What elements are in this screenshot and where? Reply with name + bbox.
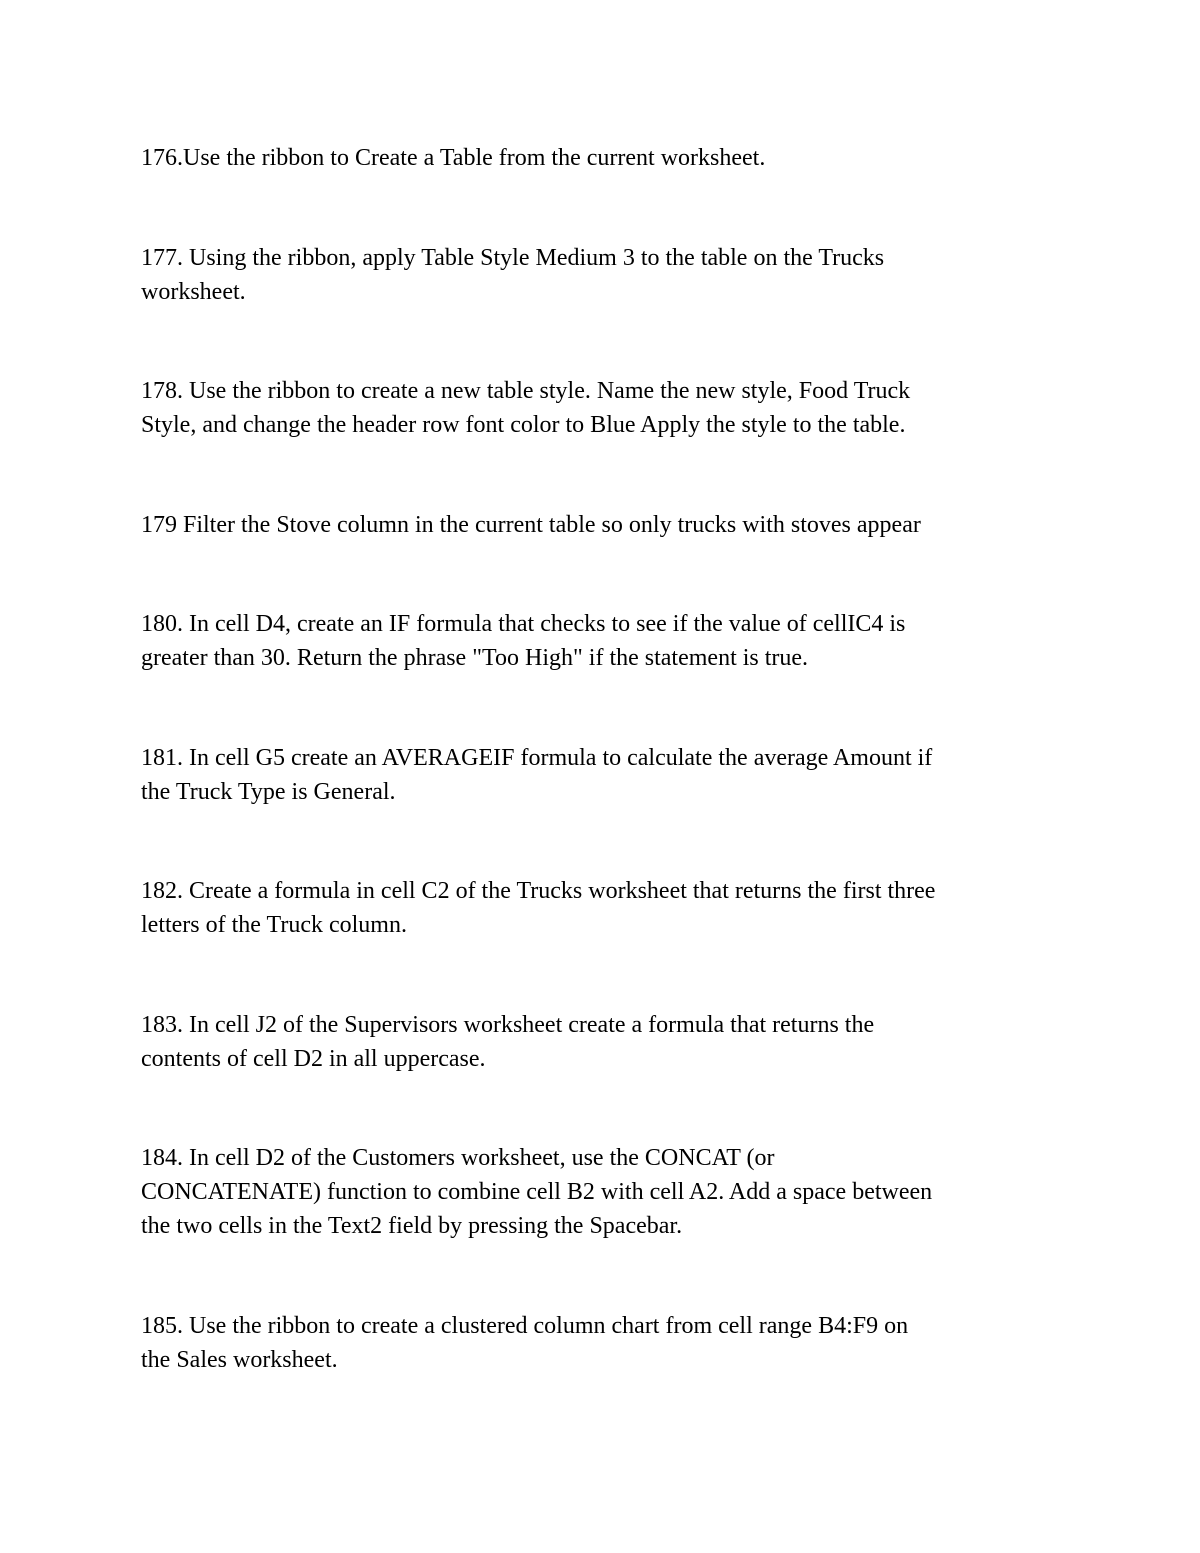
question-181-line-2: the Truck Type is General. <box>141 779 396 805</box>
question-185-line-2: the Sales worksheet. <box>141 1347 338 1373</box>
question-180-line-1: 180. In cell D4, create an IF formula that checks to see if the value of cellIC4 is <box>141 611 906 637</box>
question-185 <box>141 1309 1081 1377</box>
question-180 <box>141 607 1081 675</box>
question-184-line-2: CONCATENATE) function to combine cell B2 with cell A2. Add a space between <box>141 1179 933 1205</box>
question-176-line-1: 176.Use the ribbon to Create a Table from the current worksheet. <box>141 145 766 171</box>
question-183 <box>141 1008 1081 1076</box>
question-183-line-1: 183. In cell J2 of the Supervisors worksheet create a formula that returns the <box>141 1012 875 1038</box>
question-181-line-1: 181. In cell G5 create an AVERAGEIF formula to calculate the average Amount if <box>141 745 933 771</box>
question-178 <box>141 374 1081 442</box>
question-178-line-1: 178. Use the ribbon to create a new table style. Name the new style, Food Truck <box>141 378 911 404</box>
question-182 <box>141 874 1081 942</box>
question-177-line-1: 177. Using the ribbon, apply Table Style Medium 3 to the table on the Trucks <box>141 245 885 271</box>
question-184-line-1: 184. In cell D2 of the Customers worksheet, use the CONCAT (or <box>141 1145 775 1171</box>
question-179-line-1: 179 Filter the Stove column in the current table so only trucks with stoves appear <box>141 512 921 538</box>
question-182-line-2: letters of the Truck column. <box>141 912 407 938</box>
question-176 <box>141 141 1081 175</box>
question-177 <box>141 241 1081 309</box>
question-181 <box>141 741 1081 809</box>
question-185-line-1: 185. Use the ribbon to create a clustered column chart from cell range B4:F9 on <box>141 1313 909 1339</box>
question-180-line-2: greater than 30. Return the phrase "Too High" if the statement is true. <box>141 645 809 671</box>
question-179 <box>141 508 1081 542</box>
question-184-line-3: the two cells in the Text2 field by pressing the Spacebar. <box>141 1213 683 1239</box>
question-178-line-2: Style, and change the header row font color to Blue Apply the style to the table. <box>141 412 906 438</box>
question-184 <box>141 1141 1081 1243</box>
question-182-line-1: 182. Create a formula in cell C2 of the Trucks worksheet that returns the first three <box>141 878 936 904</box>
question-177-line-2: worksheet. <box>141 279 246 305</box>
question-183-line-2: contents of cell D2 in all uppercase. <box>141 1046 486 1072</box>
